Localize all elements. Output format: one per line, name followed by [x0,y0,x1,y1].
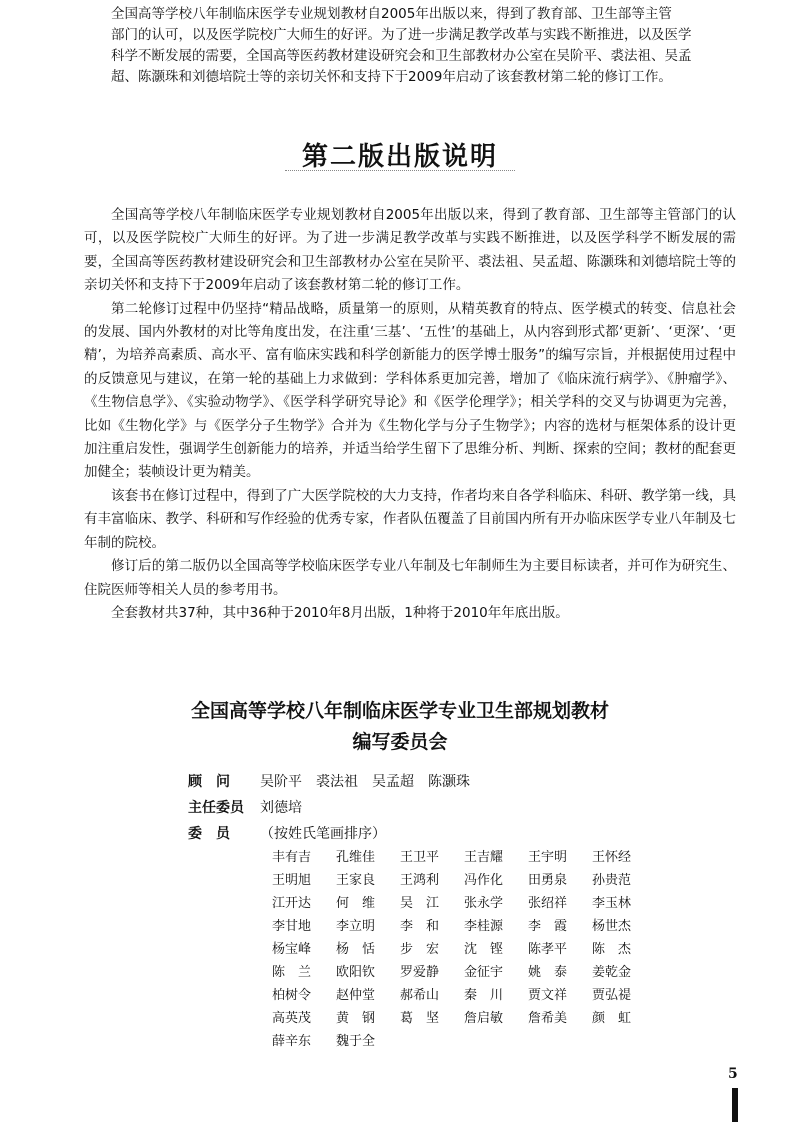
member-name: 田勇泉 [528,873,568,888]
members-list [272,846,672,1053]
member-name: 王鸿利 [400,873,440,888]
preamble-line: 部门的认可，以及医学院校广大师生的好评。为了进一步满足教学改革与实践不断推进，以及医学 [111,27,692,43]
page-number: 5 [728,1066,738,1082]
member-name: 王吉耀 [464,850,504,865]
member-name: 王宇明 [528,850,568,865]
member-name: 贾弘禔 [592,988,632,1003]
member-name: 郝希山 [400,988,440,1003]
member-name: 葛 坚 [400,1011,440,1026]
member-name: 李甘地 [272,919,312,934]
committee-roles [188,768,470,846]
member-name: 贾文祥 [528,988,568,1003]
advisor-row [188,768,470,794]
members-label: 委 员 [188,826,230,842]
member-name: 魏于全 [336,1034,376,1049]
preamble-line: 科学不断发展的需要，全国高等医药教材建设研究会和卫生部教材办公室在吴阶平、裘法祖、吴孟 [111,48,692,64]
paragraph: 全国高等学校八年制临床医学专业规划教材自2005年出版以来，得到了教育部、卫生部等主管部门的认可，以及医学院校广大师生的好评。为了进一步满足教学改革与实践不断推进，以及医学科学不断发展的需要，全国高等医药教材建设研究会和卫生部教材办公室在吴阶平、裘法祖、吴孟超、陈灏珠和刘德培院士等的亲切关怀和支持下于2009年启动了该套教材第二轮的修订工作。 [84,207,736,294]
member-name: 李 霞 [528,919,568,934]
member-name: 丰有吉 [272,850,312,865]
member-name: 詹启敏 [464,1011,504,1026]
member-name: 孔维佳 [336,850,376,865]
member-name: 何 维 [336,896,376,911]
chair-row [188,794,470,820]
member-name: 柏树令 [272,988,312,1003]
member-name: 张永学 [464,896,504,911]
preamble-text [84,4,736,88]
member-name: 詹希美 [528,1011,568,1026]
chair-label: 主任委员 [188,800,244,816]
members-note: （按姓氏笔画排序） [260,826,386,842]
member-name: 李 和 [400,919,440,934]
member-name: 孙贵范 [592,873,632,888]
member-name: 王怀经 [592,850,632,865]
member-name: 张绍祥 [528,896,568,911]
title-underline [285,170,515,171]
paragraph: 全套教材共37种，其中36种于2010年8月出版，1种将于2010年年底出版。 [111,604,569,621]
committee-heading-line1: 全国高等学校八年制临床医学专业卫生部规划教材 [190,700,609,722]
paragraph: 该套书在修订过程中，得到了广大医学院校的大力支持，作者均来自各学科临床、科研、教学第一线，具有丰富临床、教学、科研和写作经验的优秀专家，作者队伍覆盖了目前国内所有开办临床医学专业八年制及七年制的院校。 [84,487,736,551]
advisor-names: 吴阶平 裘法祖 吴孟超 陈灏珠 [260,774,470,790]
member-name: 王家良 [336,873,376,888]
page-title: 第二版出版说明 [301,142,498,172]
member-name: 吴 江 [400,896,440,911]
member-name: 步 宏 [400,942,440,957]
member-name: 颜 虹 [592,1011,632,1026]
members-row [188,820,470,846]
member-name: 金征宇 [464,965,504,980]
member-name: 薛辛东 [272,1034,312,1049]
member-name: 杨 恬 [336,942,376,957]
member-name: 黄 钢 [336,1011,376,1026]
member-name: 赵仲堂 [336,988,376,1003]
advisor-label: 顾 问 [188,774,230,790]
member-name: 欧阳钦 [336,965,376,980]
member-name: 王卫平 [400,850,440,865]
page-edge-bar [732,1088,738,1122]
member-name: 冯作化 [464,873,504,888]
member-name: 江开达 [272,896,312,911]
member-name: 陈 杰 [592,942,632,957]
member-name: 姜乾金 [592,965,632,980]
member-name: 姚 泰 [528,965,568,980]
body-text [84,204,736,625]
committee-heading [0,696,800,758]
member-name: 陈 兰 [272,965,312,980]
member-name: 李玉林 [592,896,632,911]
member-name: 杨宝峰 [272,942,312,957]
chair-name: 刘德培 [260,800,302,816]
member-name: 高英茂 [272,1011,312,1026]
member-name: 王明旭 [272,873,312,888]
preamble-line: 超、陈灏珠和刘德培院士等的亲切关怀和支持下于2009年启动了该套教材第二轮的修订工作。 [111,69,672,85]
member-name: 秦 川 [464,988,504,1003]
committee-heading-line2: 编写委员会 [352,731,448,753]
member-name: 杨世杰 [592,919,632,934]
member-name: 罗爱静 [400,965,440,980]
member-name: 李立明 [336,919,376,934]
preamble-line: 全国高等学校八年制临床医学专业规划教材自2005年出版以来，得到了教育部、卫生部等主管 [111,6,672,22]
member-name: 李桂源 [464,919,504,934]
member-name: 沈 铿 [464,942,504,957]
paragraph: 第二轮修订过程中仍坚持“精品战略，质量第一的原则，从精英教育的特点、医学模式的转变、信息社会的发展、国内外教材的对比等角度出发，在注重‘三基’、‘五性’的基础上，从内容到形式都‘更新’、‘更深’、‘更精’，为培养高素质、高水平、富有临床实践和科学创新能力的医学博士服务”的编写宗旨，并根据使用过程中的反馈意见与建议，在第一轮的基础上力求做到：学科体系更加完善，增加了《临床流行病学》、《肿瘤学》、《生物信息学》、《实验动物学》、《医学科学研究导论》和《医学伦理学》；相关学科的交叉与协调更为完善，比如《生物化学》与《医学分子生物学》合并为《生物化学与分子生物学》；内容的选材与框架体系的设计更加注重启发性，强调学生创新能力的培养，并适当给学生留下了思维分析、判断、探索的空间；教材的配套更加健全；装帧设计更为精美。 [84,300,736,481]
member-name: 陈孝平 [528,942,568,957]
paragraph: 修订后的第二版仍以全国高等学校临床医学专业八年制及七年制师生为主要目标读者，并可作为研究生、住院医师等相关人员的参考用书。 [84,558,736,598]
